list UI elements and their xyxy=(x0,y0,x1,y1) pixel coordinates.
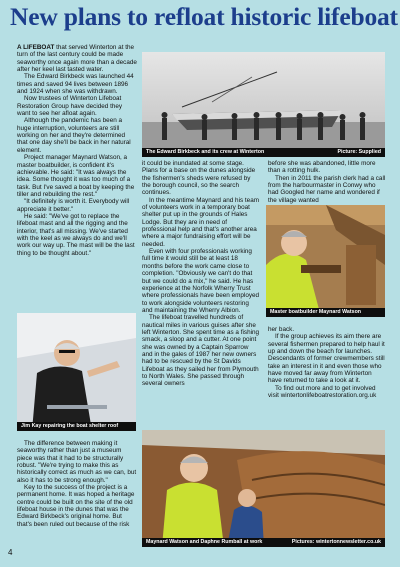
caption-bar xyxy=(266,308,385,317)
caption-text: The Edward Birkbeck and its crew at Winterton xyxy=(146,149,265,155)
paragraph: Now trustees of Winterton Lifeboat Restoration Group have decided they want to see her afloat again. xyxy=(17,95,123,118)
paragraph: The difference between making it seaworthy rather than just a museum piece was that it had to be structurally robust. "We're trying to make this as historically correct as much as we can, but also it has to be strong enough." xyxy=(17,440,137,484)
paragraph: If the group achieves its aim there are several fishermen prepared to help haul it up and down the beach for launches. Descendants of former crewmembers still take an interest in it and even those who have moved far away from Winterton have returned to take a look at it. xyxy=(268,333,385,385)
photo-lifeboat-crew xyxy=(142,52,385,157)
paragraph: Then in 2011 the parish clerk had a call from the harbourmaster in Conwy who had Googled her name and wondered if the village wanted xyxy=(268,174,386,204)
maynard-image xyxy=(266,205,385,317)
headline: New plans to refloat historic lifeboat xyxy=(10,2,398,31)
lead-rest: that served Winterton at the turn of the last century could be made seaworthy once again more than a decade after her keel last tasted water. xyxy=(17,44,137,74)
column-3-bottom-text xyxy=(268,326,386,399)
paragraph: To find out more and to get involved visit wintertonlifeboatrestoration.org.uk xyxy=(268,384,377,400)
lifeboat-crew-image xyxy=(142,52,385,157)
paragraph: "It definitely is worth it. Everybody will appreciate it better." xyxy=(17,198,130,213)
caption-text: Jim Kay repairing the boat shelter roof xyxy=(21,423,119,429)
jim-kay-image xyxy=(17,313,136,431)
paragraph: her back. xyxy=(268,326,295,333)
paragraph: The lifeboat travelled hundreds of nautical miles in various guises after she left Winterton. She spent time as a fishing smack, a sloop and a cutter. At one point she was owned by a Captain Sparrow and in the gales of 1987 her new owners had to be rescued by the St Davids Lifeboat as they sailed her from Plymouth to North Wales. She passed through several owners xyxy=(142,314,260,388)
caption-bar xyxy=(142,538,385,547)
column-2-text xyxy=(142,160,260,388)
paragraph: In the meantime Maynard and his team of volunteers work in a temporary boat shelter put up in the grounds of Hales Lodge. But they are in need of professional help and that's another area where a major fundraising effort will be needed. xyxy=(142,196,260,248)
paragraph: Project manager Maynard Watson, a master boatbuilder, is confident it's achievable. He said: "It was always the idea. Some thought it was too much of a task. But I've saved a boat by keeping the tiller and rebuilding the rest." xyxy=(17,154,135,198)
paragraph: it could be inundated at some stage. Plans for a base on the dunes alongside the fishermen's sheds were refused by the borough council, so the search continues. xyxy=(142,160,256,197)
caption-bar xyxy=(17,422,136,431)
caption-text: Maynard Watson and Daphne Rumball at work xyxy=(146,539,263,545)
picture-credit: Pictures: wintertonnewsletter.co.uk xyxy=(291,539,381,545)
photo-maynard-watson xyxy=(266,205,385,317)
lead-paragraph xyxy=(17,44,137,73)
paragraph: Key to the success of the project is a permanent home. It was hoped a heritage centre could be built on the site of the old lifeboat house in the dunes that was the Edward Birkbeck's original home. But that's been ruled out because of the risk xyxy=(17,484,135,528)
column-3-top-text xyxy=(268,160,386,204)
picture-credit: Picture: Supplied xyxy=(337,149,381,155)
page-number: 4 xyxy=(8,548,13,557)
caption-text: Master boatbuilder Maynard Watson xyxy=(270,309,362,315)
paragraph: Even with four professionals working full time it would still be at least 18 months before the work came close to completion. "Obviously we can't do that but we could do a mix," he said. He has experience at the Norfolk Wherry Trust where professionals have been employed to work alongside volunteers restoring and maintaining the Wherry Albion. xyxy=(142,248,260,314)
paragraph: The Edward Birkbeck was launched 44 times and saved 94 lives between 1896 and 1924 when she was withdrawn. xyxy=(17,73,134,96)
column-1-text xyxy=(17,44,137,257)
lead-words: A LIFEBOAT xyxy=(17,44,55,51)
photo-jim-kay xyxy=(17,313,136,431)
paragraph: before she was abandoned, little more than a rotting hulk. xyxy=(268,160,376,175)
paragraph: He said: "We've got to replace the lifeboat mast and all the rigging and the interior, that's all missing. We've started with the keel as we always do and we'll work our way up. The mast will be the last thing to be thought about." xyxy=(17,212,135,257)
caption-bar xyxy=(142,148,385,157)
photo-maynard-daphne xyxy=(142,430,385,547)
maynard-daphne-image xyxy=(142,430,385,547)
paragraph: Although the pandemic has been a huge interruption, volunteers are still working on her and they're determined that one day she'll be back in her natural element. xyxy=(17,117,131,154)
column-1-bottom-text xyxy=(17,440,137,528)
